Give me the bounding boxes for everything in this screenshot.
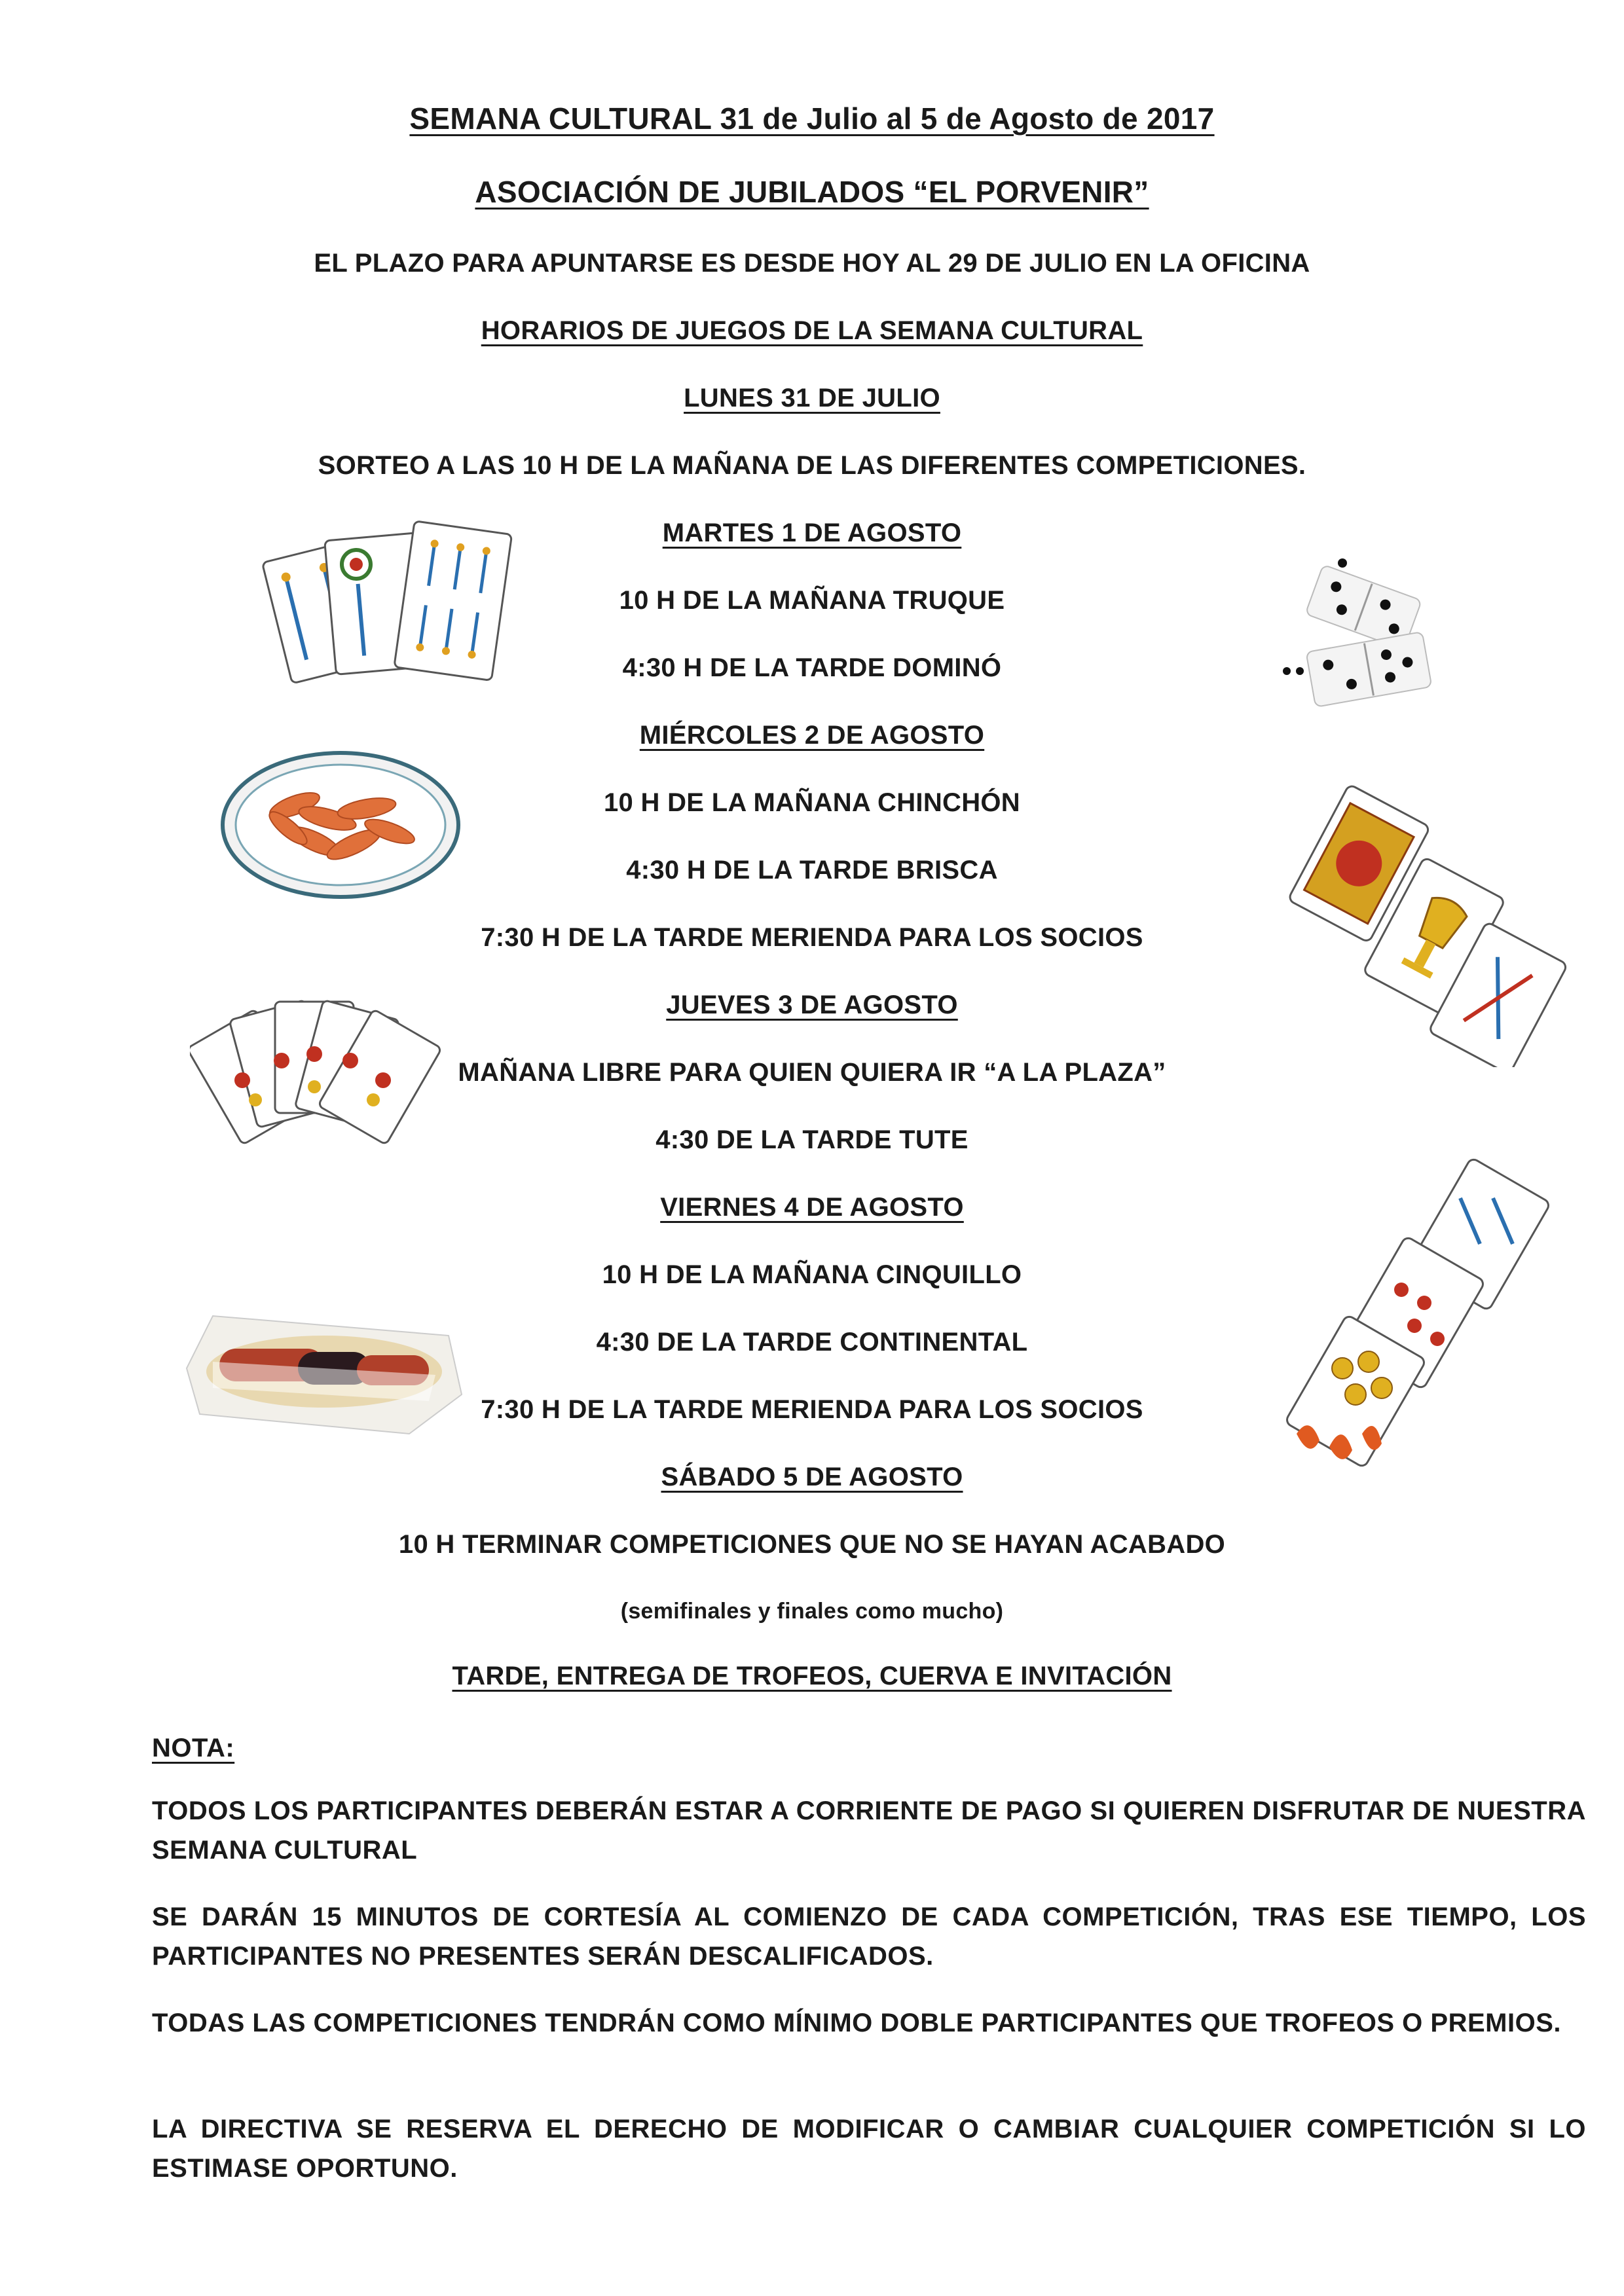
schedule-item: 4:30 H DE LA TARDE DOMINÓ xyxy=(622,653,1002,682)
note-paragraph: SE DARÁN 15 MINUTOS DE CORTESÍA AL COMIENZO DE CADA COMPETICIÓN, TRAS ESE TIEMPO, LOS PARTICIPANTES NO PRESENTES SERÁN DESCALIFICADOS. xyxy=(152,1903,1586,1971)
shrimp-plate-image xyxy=(216,746,465,903)
note-paragraph: TODAS LAS COMPETICIONES TENDRÁN COMO MÍNIMO DOBLE PARTICIPANTES QUE TROFEOS O PREMIOS. xyxy=(152,2009,1561,2037)
schedule-item: SORTEO A LAS 10 H DE LA MAÑANA DE LAS DIFERENTES COMPETICIONES. xyxy=(318,451,1306,480)
spanish-cards-spread-image xyxy=(1283,1152,1578,1493)
schedule-item: 10 H TERMINAR COMPETICIONES QUE NO SE HAYAN ACABADO xyxy=(398,1530,1226,1559)
day-heading-tuesday: MARTES 1 DE AGOSTO xyxy=(662,519,962,547)
sausage-sandwich-image xyxy=(174,1224,481,1460)
day-heading-wednesday: MIÉRCOLES 2 DE AGOSTO xyxy=(639,721,985,750)
schedule-item: 10 H DE LA MAÑANA CINQUILLO xyxy=(602,1260,1022,1289)
spanish-cards-swords-image xyxy=(262,517,524,707)
association-name: ASOCIACIÓN DE JUBILADOS “EL PORVENIR” xyxy=(475,175,1149,209)
schedule-item: 4:30 DE LA TARDE CONTINENTAL xyxy=(596,1328,1028,1357)
spanish-cards-fan-image xyxy=(190,969,445,1152)
day-heading-thursday: JUEVES 3 DE AGOSTO xyxy=(666,991,958,1019)
schedule-item: 10 H DE LA MAÑANA CHINCHÓN xyxy=(604,788,1020,817)
registration-deadline: EL PLAZO PARA APUNTARSE ES DESDE HOY AL 29 DE JULIO EN LA OFICINA xyxy=(314,249,1310,278)
day-heading-saturday: SÁBADO 5 DE AGOSTO xyxy=(661,1463,963,1491)
schedule-item: 7:30 H DE LA TARDE MERIENDA PARA LOS SOCIOS xyxy=(481,1395,1143,1424)
dominoes-image xyxy=(1270,550,1467,720)
note-label: NOTA: xyxy=(152,1734,235,1762)
schedule-subnote: (semifinales y finales como mucho) xyxy=(620,1599,1004,1624)
note-paragraph: TODOS LOS PARTICIPANTES DEBERÁN ESTAR A CORRIENTE DE PAGO SI QUIEREN DISFRUTAR DE NUESTRA SEMANA CULTURAL xyxy=(152,1796,1586,1865)
schedule-item: 7:30 H DE LA TARDE MERIENDA PARA LOS SOCIOS xyxy=(481,923,1143,952)
schedule-heading: HORARIOS DE JUEGOS DE LA SEMANA CULTURAL xyxy=(481,316,1143,345)
closing-line: TARDE, ENTREGA DE TROFEOS, CUERVA E INVITACIÓN xyxy=(452,1662,1172,1690)
day-heading-monday: LUNES 31 DE JULIO xyxy=(684,384,940,412)
schedule-item: 4:30 H DE LA TARDE BRISCA xyxy=(626,856,998,884)
flyer-title: SEMANA CULTURAL 31 de Julio al 5 de Agosto de 2017 xyxy=(409,101,1215,136)
schedule-item: 10 H DE LA MAÑANA TRUQUE xyxy=(619,586,1005,615)
day-heading-friday: VIERNES 4 DE AGOSTO xyxy=(660,1193,964,1222)
note-paragraph: LA DIRECTIVA SE RESERVA EL DERECHO DE MODIFICAR O CAMBIAR CUALQUIER COMPETICIÓN SI LO ESTIMASE OPORTUNO. xyxy=(152,2115,1586,2183)
spanish-cards-cups-image xyxy=(1283,779,1572,1067)
schedule-item: 4:30 DE LA TARDE TUTE xyxy=(655,1125,969,1154)
schedule-item: MAÑANA LIBRE PARA QUIEN QUIERA IR “A LA PLAZA” xyxy=(458,1058,1166,1087)
